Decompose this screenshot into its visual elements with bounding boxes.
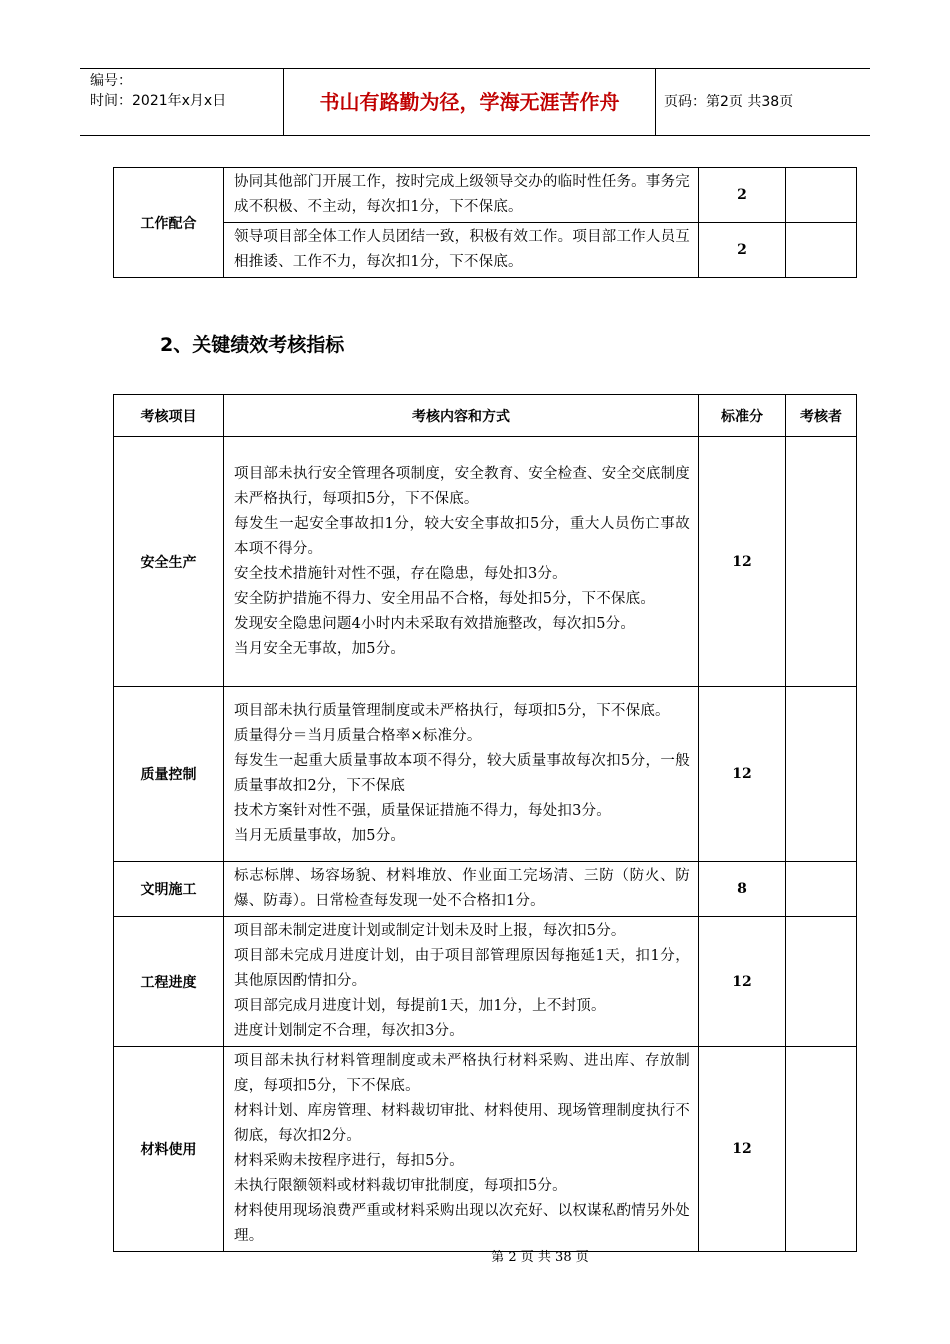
content-line: 每发生一起安全事故扣1分，较大安全事故扣5分，重大人员伤亡事故本项不得分。 xyxy=(234,515,690,557)
table-row xyxy=(114,168,857,223)
kpi-table xyxy=(113,394,857,1252)
category-cell: 安全生产 xyxy=(114,437,224,687)
content-line: 项目部完成月进度计划，每提前1天，加1分，上不封顶。 xyxy=(234,998,606,1014)
content-line: 安全防护措施不得力、安全用品不合格，每处扣5分，下不保底。 xyxy=(234,590,656,607)
reviewer-cell xyxy=(786,168,857,223)
content-line: 发现安全隐患问题4小时内未采取有效措施整改，每次扣5分。 xyxy=(234,615,636,632)
content-line: 项目部未执行质量管理制度或未严格执行，每项扣5分，下不保底。 xyxy=(234,703,670,719)
table-row xyxy=(114,1047,857,1252)
table-row xyxy=(114,862,857,917)
content-cell xyxy=(224,437,699,687)
content-cell xyxy=(224,1047,699,1252)
content-line: 材料使用现场浪费严重或材料采购出现以次充好、以权谋私酌情另外处理。 xyxy=(234,1203,690,1244)
content-line: 每发生一起重大质量事故本项不得分，较大质量事故每次扣5分，一般质量事故扣2分，下不保底 xyxy=(234,753,690,794)
reviewer-cell xyxy=(786,862,857,917)
header-page-info: 页码：第2页 共38页 xyxy=(664,94,794,110)
content-cell: 领导项目部全体工作人员团结一致，积极有效工作。项目部工作人员互相推诿、工作不力，每次扣1分，下不保底。 xyxy=(224,223,699,278)
table-row xyxy=(114,437,857,687)
score-cell: 2 xyxy=(699,223,786,278)
content-cell: 协同其他部门开展工作，按时完成上级领导交办的临时性任务。事务完成不积极、不主动，每次扣1分，下不保底。 xyxy=(224,168,699,223)
content-line: 当月安全无事故，加5分。 xyxy=(234,640,406,657)
table-row xyxy=(114,223,857,278)
section-title: 2、关键绩效考核指标 xyxy=(160,334,345,356)
category-cell: 工程进度 xyxy=(114,917,224,1047)
category-cell: 工作配合 xyxy=(114,168,224,278)
content-cell xyxy=(224,687,699,862)
content-line: 项目部未执行材料管理制度或未严格执行材料采购、进出库、存放制度，每项扣5分，下不保底。 xyxy=(234,1053,690,1094)
content-line: 当月无质量事故，加5分。 xyxy=(234,828,406,844)
content-cell xyxy=(224,862,699,917)
category-cell: 文明施工 xyxy=(114,862,224,917)
work-cooperation-table xyxy=(113,167,857,278)
score-cell: 12 xyxy=(699,687,786,862)
header-meta xyxy=(80,69,284,135)
content-line: 材料采购未按程序进行，每扣5分。 xyxy=(234,1153,464,1169)
score-cell: 12 xyxy=(699,1047,786,1252)
content-line: 项目部未制定进度计划或制定计划未及时上报，每次扣5分。 xyxy=(234,923,626,939)
content-line: 项目部未执行安全管理各项制度，安全教育、安全检查、安全交底制度未严格执行，每项扣5分，下不保底。 xyxy=(234,465,690,507)
table-header-row xyxy=(114,395,857,437)
content-line: 质量得分＝当月质量合格率×标准分。 xyxy=(234,728,482,744)
header-number-label: 编号： xyxy=(90,73,132,89)
content-line: 标志标牌、场容场貌、材料堆放、作业面工完场清、三防（防火、防爆、防毒）。日常检查每发现一处不合格扣1分。 xyxy=(234,868,690,909)
content-cell xyxy=(224,917,699,1047)
content-line: 材料计划、库房管理、材料裁切审批、材料使用、现场管理制度执行不彻底，每次扣2分。 xyxy=(234,1103,690,1144)
content-line: 项目部未完成月进度计划，由于项目部管理原因每拖延1天，扣1分，其他原因酌情扣分。 xyxy=(234,948,690,989)
page-header xyxy=(80,68,870,136)
reviewer-cell xyxy=(786,687,857,862)
content-line: 技术方案针对性不强，质量保证措施不得力，每处扣3分。 xyxy=(234,803,611,819)
content-line: 未执行限额领料或材料裁切审批制度，每项扣5分。 xyxy=(234,1178,567,1194)
header-content: 考核内容和方式 xyxy=(224,395,699,437)
header-score: 标准分 xyxy=(699,395,786,437)
score-cell: 12 xyxy=(699,917,786,1047)
header-time-label: 时间：2021年x月x日 xyxy=(90,93,227,109)
header-motto: 书山有路勤为径，学海无涯苦作舟 xyxy=(284,69,656,135)
page-footer: 第 2 页 共 38 页 xyxy=(491,1250,589,1265)
reviewer-cell xyxy=(786,223,857,278)
reviewer-cell xyxy=(786,917,857,1047)
content-line: 安全技术措施针对性不强，存在隐患，每处扣3分。 xyxy=(234,565,567,582)
header-item: 考核项目 xyxy=(114,395,224,437)
score-cell: 8 xyxy=(699,862,786,917)
category-cell: 材料使用 xyxy=(114,1047,224,1252)
table-row xyxy=(114,687,857,862)
score-cell: 12 xyxy=(699,437,786,687)
score-cell: 2 xyxy=(699,168,786,223)
header-reviewer: 考核者 xyxy=(786,395,857,437)
reviewer-cell xyxy=(786,437,857,687)
content-line: 进度计划制定不合理，每次扣3分。 xyxy=(234,1023,464,1039)
table-row xyxy=(114,917,857,1047)
category-cell: 质量控制 xyxy=(114,687,224,862)
reviewer-cell xyxy=(786,1047,857,1252)
